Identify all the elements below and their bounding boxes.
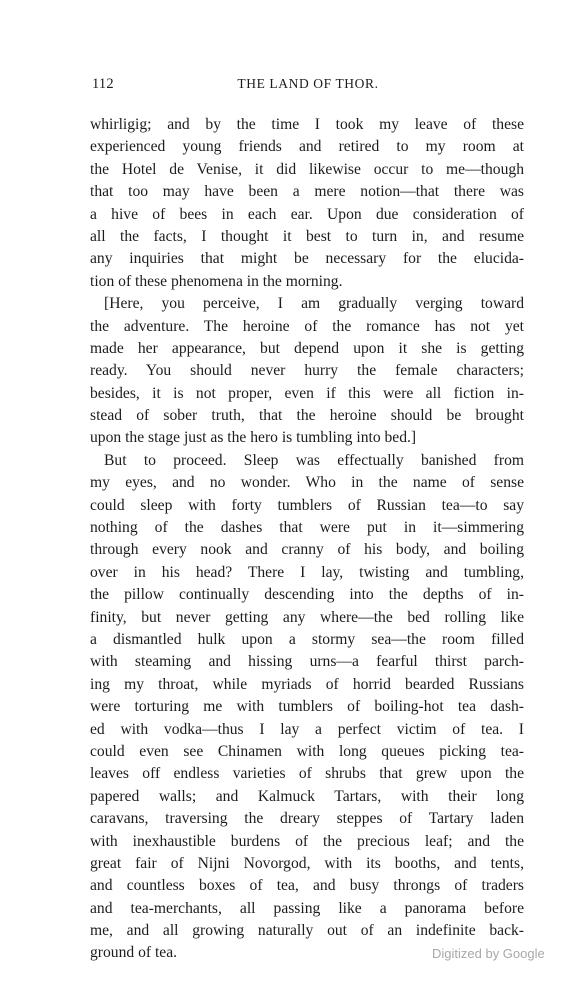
digitized-watermark: Digitized by Google	[432, 946, 545, 961]
text-line: besides, it is not proper, even if this were all fiction in-	[90, 384, 524, 402]
text-line: finity, but never getting any where—the bed rolling like	[90, 608, 524, 626]
text-line: whirligig; and by the time I took my leave of these	[90, 116, 524, 133]
text-line: ed with vodka—thus I lay a perfect victim of tea. I	[90, 720, 524, 738]
text-line: were torturing me with tumblers of boiling-hot tea dash-	[90, 698, 524, 716]
text-line: ing my throat, while myriads of horrid bearded Russians	[90, 675, 524, 693]
text-line: the adventure. The heroine of the romance has not yet	[90, 317, 524, 335]
text-line: with steaming and hissing urns—a fearful thirst parch-	[90, 653, 524, 671]
text-line: But to proceed. Sleep was effectually banished from	[104, 451, 524, 469]
text-line: ready. You should never hurry the female characters;	[90, 362, 524, 380]
text-line: stead of sober truth, that the heroine should be brought	[90, 407, 524, 425]
text-line: ground of tea.	[90, 944, 178, 962]
text-line: nothing of the dashes that were put in it—simmering	[90, 519, 524, 537]
text-line: could sleep with forty tumblers of Russian tea—to say	[90, 496, 524, 514]
text-line: that too may have been a mere notion—that there was	[90, 183, 524, 201]
text-line: great fair of Nijni Novorgod, with its booths, and tents,	[90, 854, 524, 872]
text-line: tion of these phenomena in the morning.	[90, 272, 343, 290]
text-line: a dismantled hulk upon a stormy sea—the room filled	[90, 630, 524, 648]
text-line: upon the stage just as the hero is tumbling into bed.]	[90, 429, 417, 447]
text-line: the pillow continually descending into the depths of in-	[90, 586, 524, 604]
text-line: my eyes, and no wonder. Who in the name of sense	[90, 474, 524, 492]
text-line: and countless boxes of tea, and busy throngs of traders	[90, 877, 524, 895]
text-line: the Hotel de Venise, it did likewise occur to me—though	[90, 160, 524, 178]
text-line: with inexhaustible burdens of the precious leaf; and the	[90, 832, 524, 850]
text-line: any inquiries that might be necessary for the elucida-	[90, 250, 524, 268]
text-line: and tea-merchants, all passing like a panorama before	[90, 899, 524, 917]
running-head	[92, 76, 524, 98]
body-text	[90, 114, 524, 965]
text-line: me, and all growing naturally out of an indefinite back-	[90, 922, 524, 940]
text-line: papered walls; and Kalmuck Tartars, with their long	[90, 787, 524, 805]
page-number: 112	[92, 76, 114, 92]
text-line: over in his head? There I lay, twisting and tumbling,	[90, 563, 524, 581]
text-line: a hive of bees in each ear. Upon due consideration of	[90, 205, 524, 223]
text-line: experienced young friends and retired to my room at	[90, 138, 524, 156]
text-line: all the facts, I thought it best to turn in, and resume	[90, 227, 524, 245]
text-line: [Here, you perceive, I am gradually verging toward	[104, 295, 524, 313]
text-line: leaves off endless varieties of shrubs that grew upon the	[90, 765, 524, 783]
text-line: made her appearance, but depend upon it she is getting	[90, 339, 524, 357]
text-line: caravans, traversing the dreary steppes of Tartary laden	[90, 810, 524, 828]
running-title: THE LAND OF THOR.	[237, 76, 379, 91]
text-line: through every nook and cranny of his body, and boiling	[90, 541, 524, 559]
text-line: could even see Chinamen with long queues picking tea-	[90, 742, 524, 760]
